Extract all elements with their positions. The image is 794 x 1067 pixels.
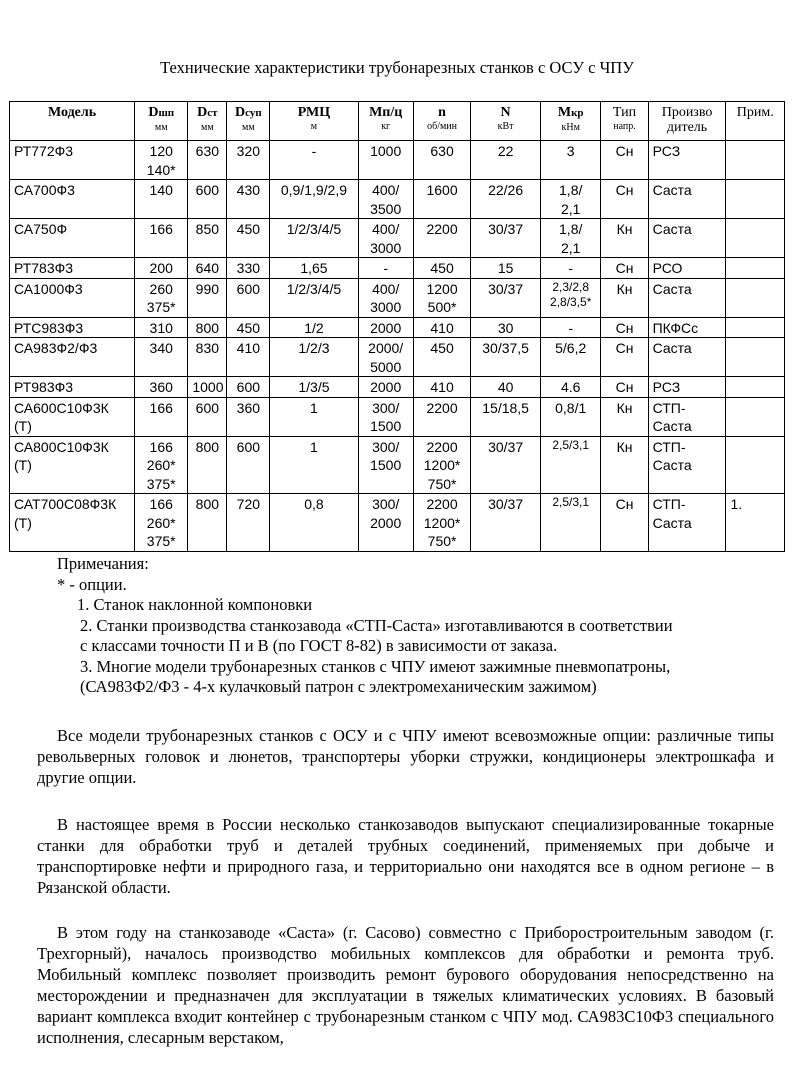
header-mass: Мп/ц кг	[358, 102, 413, 141]
cell-torque: 0,8/1	[540, 397, 600, 436]
cell-torque: -	[540, 258, 600, 279]
page-title: Технические характеристики трубонарезных станков с ОСУ с ЧПУ	[160, 58, 634, 77]
cell-d-st: 800	[188, 436, 227, 494]
cell-type: Сн	[601, 494, 648, 552]
cell-manufacturer: Саста	[648, 278, 726, 317]
cell-mass: 2000	[358, 377, 413, 398]
table-header-row	[10, 102, 785, 141]
cell-rmc: 1/3/5	[270, 377, 358, 398]
notes-options: * - опции.	[57, 574, 127, 594]
cell-power: 30/37	[471, 219, 541, 258]
cell-rmc: 0,8	[270, 494, 358, 552]
cell-manufacturer: РСЗ	[648, 141, 726, 180]
cell-note	[726, 377, 785, 398]
cell-speed: 410	[413, 377, 470, 398]
cell-manufacturer: СТП- Саста	[648, 397, 726, 436]
cell-speed: 2200	[413, 219, 470, 258]
cell-speed: 1200 500*	[413, 278, 470, 317]
table-row	[10, 436, 785, 494]
cell-d-sup: 360	[227, 397, 270, 436]
table-row	[10, 180, 785, 219]
cell-rmc: 1,65	[270, 258, 358, 279]
cell-manufacturer: РСО	[648, 258, 726, 279]
cell-d-shp: 140	[135, 180, 188, 219]
cell-speed: 1600	[413, 180, 470, 219]
cell-rmc: 1/2/3/4/5	[270, 219, 358, 258]
header-speed: n об/мин	[413, 102, 470, 141]
note-item-2: 2. Станки производства станкозавода «СТП-Саста» изготавливаются в соответствии	[80, 615, 673, 635]
cell-d-st: 600	[188, 180, 227, 219]
cell-mass: 1000	[358, 141, 413, 180]
cell-note	[726, 338, 785, 377]
table-row	[10, 317, 785, 338]
cell-d-st: 800	[188, 317, 227, 338]
cell-power: 40	[471, 377, 541, 398]
paragraph-russia-plants: В настоящее время в России несколько станкозаводов выпускают специализированные токарные станки для обработки труб и деталей трубных соединений, применяемых при добыче и транспортировке нефти и природного газа, и территориально они находятся все в одном регионе – в Рязанской области.	[37, 815, 774, 897]
cell-d-st: 640	[188, 258, 227, 279]
cell-mass: 2000/ 5000	[358, 338, 413, 377]
cell-rmc: -	[270, 141, 358, 180]
cell-mass: 400/ 3000	[358, 219, 413, 258]
cell-d-sup: 720	[227, 494, 270, 552]
cell-manufacturer: СТП- Саста	[648, 436, 726, 494]
cell-d-sup: 600	[227, 278, 270, 317]
cell-type: Кн	[601, 278, 648, 317]
cell-speed: 410	[413, 317, 470, 338]
cell-d-sup: 410	[227, 338, 270, 377]
cell-model: РТ983Ф3	[10, 377, 135, 398]
cell-mass: 300/ 2000	[358, 494, 413, 552]
cell-power: 30/37	[471, 436, 541, 494]
notes-heading: Примечания:	[57, 554, 149, 573]
cell-d-shp: 166	[135, 219, 188, 258]
cell-d-sup: 430	[227, 180, 270, 219]
cell-model: РТ772Ф3	[10, 141, 135, 180]
cell-d-shp: 120 140*	[135, 141, 188, 180]
cell-model: РТ783Ф3	[10, 258, 135, 279]
cell-torque: 3	[540, 141, 600, 180]
cell-d-st: 1000	[188, 377, 227, 398]
cell-manufacturer: РСЗ	[648, 377, 726, 398]
cell-model: СА700Ф3	[10, 180, 135, 219]
cell-d-st: 630	[188, 141, 227, 180]
cell-note	[726, 278, 785, 317]
cell-type: Сн	[601, 141, 648, 180]
cell-model: СА983Ф2/Ф3	[10, 338, 135, 377]
cell-torque: 1,8/ 2,1	[540, 180, 600, 219]
cell-power: 15/18,5	[471, 397, 541, 436]
cell-power: 22	[471, 141, 541, 180]
cell-type: Сн	[601, 258, 648, 279]
cell-note	[726, 219, 785, 258]
cell-torque: 2,5/3,1	[540, 436, 600, 494]
cell-d-st: 830	[188, 338, 227, 377]
cell-speed: 2200	[413, 397, 470, 436]
cell-d-sup: 450	[227, 219, 270, 258]
header-type: Тип напр.	[601, 102, 648, 141]
cell-speed: 630	[413, 141, 470, 180]
cell-d-shp: 166 260* 375*	[135, 436, 188, 494]
cell-torque: 1,8/ 2,1	[540, 219, 600, 258]
cell-d-st: 990	[188, 278, 227, 317]
cell-manufacturer: Саста	[648, 180, 726, 219]
header-power: N кВт	[471, 102, 541, 141]
cell-model: СА750Ф	[10, 219, 135, 258]
note-item-2-cont: с классами точности П и В (по ГОСТ 8-82) в зависимости от заказа.	[80, 636, 558, 655]
cell-speed: 450	[413, 258, 470, 279]
note-item-3-cont: (СА983Ф2/Ф3 - 4-х кулачковый патрон с электромеханическим зажимом)	[80, 677, 597, 696]
header-model: Модель	[10, 102, 135, 141]
cell-rmc: 1	[270, 436, 358, 494]
cell-torque: 2,3/2,8 2,8/3,5*	[540, 278, 600, 317]
header-manufacturer: Произво дитель	[648, 102, 726, 141]
table-body	[10, 141, 785, 552]
cell-note: 1.	[726, 494, 785, 552]
specs-table	[9, 101, 785, 552]
cell-mass: 400/ 3500	[358, 180, 413, 219]
cell-rmc: 1/2/3/4/5	[270, 278, 358, 317]
cell-note	[726, 180, 785, 219]
cell-d-shp: 310	[135, 317, 188, 338]
cell-type: Сн	[601, 377, 648, 398]
cell-model: СА1000Ф3	[10, 278, 135, 317]
cell-mass: -	[358, 258, 413, 279]
cell-mass: 300/ 1500	[358, 397, 413, 436]
cell-d-shp: 260 375*	[135, 278, 188, 317]
cell-note	[726, 436, 785, 494]
cell-type: Кн	[601, 397, 648, 436]
cell-rmc: 1	[270, 397, 358, 436]
note-item-1: 1. Станок наклонной компоновки	[77, 595, 313, 614]
cell-manufacturer: Саста	[648, 219, 726, 258]
cell-d-sup: 600	[227, 377, 270, 398]
note-item-3: 3. Многие модели трубонарезных станков с ЧПУ имеют зажимные пневмопатроны,	[80, 656, 671, 676]
cell-torque: 4.6	[540, 377, 600, 398]
cell-power: 15	[471, 258, 541, 279]
cell-model: САТ700С08Ф3К (Т)	[10, 494, 135, 552]
cell-d-st: 850	[188, 219, 227, 258]
header-d-sup: Dсуп мм	[227, 102, 270, 141]
header-d-shp: Dшп мм	[135, 102, 188, 141]
header-torque: Мкр кНм	[540, 102, 600, 141]
cell-d-shp: 166	[135, 397, 188, 436]
cell-d-sup: 330	[227, 258, 270, 279]
cell-d-shp: 200	[135, 258, 188, 279]
table-row	[10, 141, 785, 180]
cell-d-st: 800	[188, 494, 227, 552]
cell-mass: 300/ 1500	[358, 436, 413, 494]
cell-manufacturer: ПКФСс	[648, 317, 726, 338]
cell-speed: 450	[413, 338, 470, 377]
cell-d-shp: 166 260* 375*	[135, 494, 188, 552]
cell-torque: 2,5/3,1	[540, 494, 600, 552]
cell-power: 30/37	[471, 278, 541, 317]
cell-type: Сн	[601, 317, 648, 338]
cell-power: 30/37,5	[471, 338, 541, 377]
paragraph-mobile-complex: В этом году на станкозаводе «Саста» (г. Сасово) совместно с Приборостроительным заводом (г. Трехгорный), началось производство мобильных комплексов для обработки и ремонта труб. Мобильный комплекс позволяет производить ремонт бурового оборудования непосредственно на месторождении и предназначен для эксплуатации в тяжелых климатических условиях. В базовый вариант комплекса входит контейнер с трубонарезным станком с ЧПУ мод. СА983С10Ф3 специального исполнения, слесарным верстаком,	[37, 923, 774, 1047]
cell-mass: 400/ 3000	[358, 278, 413, 317]
cell-type: Кн	[601, 219, 648, 258]
cell-type: Кн	[601, 436, 648, 494]
cell-model: СА600С10Ф3К (Т)	[10, 397, 135, 436]
cell-note	[726, 258, 785, 279]
header-d-st: Dст мм	[188, 102, 227, 141]
cell-mass: 2000	[358, 317, 413, 338]
table-row	[10, 338, 785, 377]
cell-power: 30	[471, 317, 541, 338]
table-row	[10, 278, 785, 317]
cell-power: 30/37	[471, 494, 541, 552]
notes-section	[57, 554, 777, 698]
cell-note	[726, 317, 785, 338]
cell-d-shp: 340	[135, 338, 188, 377]
header-rmc: РМЦ м	[270, 102, 358, 141]
cell-d-sup: 320	[227, 141, 270, 180]
cell-type: Сн	[601, 338, 648, 377]
table-row	[10, 258, 785, 279]
cell-d-sup: 450	[227, 317, 270, 338]
cell-torque: 5/6,2	[540, 338, 600, 377]
cell-manufacturer: СТП- Саста	[648, 494, 726, 552]
cell-torque: -	[540, 317, 600, 338]
header-note: Прим.	[726, 102, 785, 141]
cell-note	[726, 141, 785, 180]
cell-rmc: 1/2/3	[270, 338, 358, 377]
cell-model: СА800С10Ф3К (Т)	[10, 436, 135, 494]
cell-d-st: 600	[188, 397, 227, 436]
cell-speed: 2200 1200* 750*	[413, 494, 470, 552]
cell-rmc: 1/2	[270, 317, 358, 338]
table-row	[10, 377, 785, 398]
cell-manufacturer: Саста	[648, 338, 726, 377]
paragraph-options: Все модели трубонарезных станков с ОСУ и с ЧПУ имеют всевозможные опции: различные типы револьверных головок и люнетов, транспортеры уборки стружки, кондиционеры электрошкафа и другие опции.	[37, 726, 774, 787]
cell-power: 22/26	[471, 180, 541, 219]
cell-speed: 2200 1200* 750*	[413, 436, 470, 494]
cell-rmc: 0,9/1,9/2,9	[270, 180, 358, 219]
table-row	[10, 494, 785, 552]
cell-model: РТС983Ф3	[10, 317, 135, 338]
cell-note	[726, 397, 785, 436]
cell-d-shp: 360	[135, 377, 188, 398]
cell-d-sup: 600	[227, 436, 270, 494]
table-row	[10, 397, 785, 436]
table-row	[10, 219, 785, 258]
cell-type: Сн	[601, 180, 648, 219]
